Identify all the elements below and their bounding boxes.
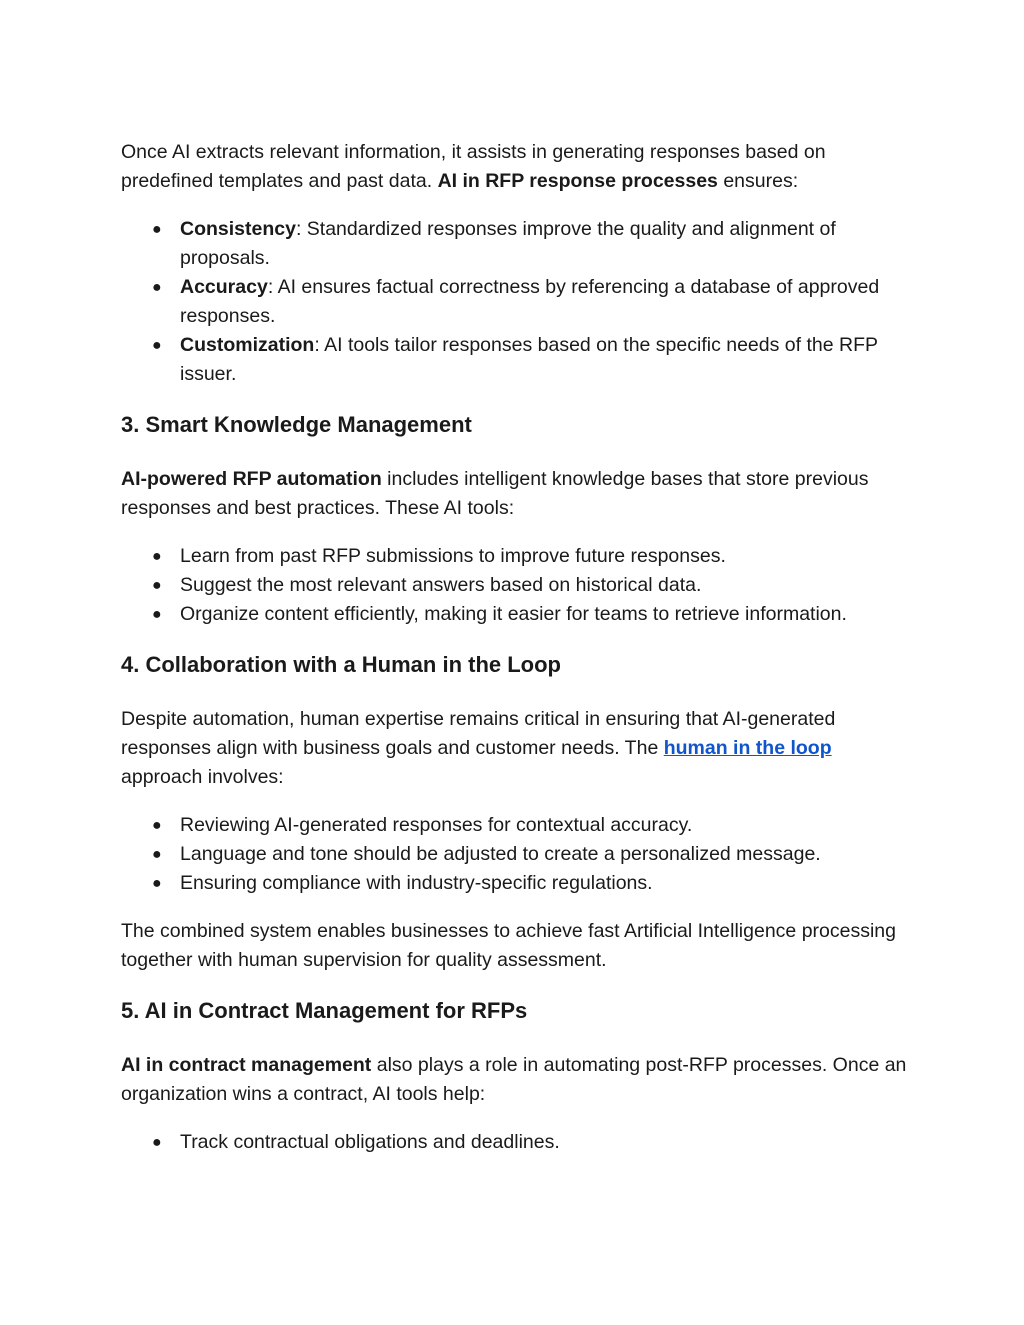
section-3-list [121,542,911,629]
section-3-paragraph: AI-powered RFP automation includes intelligent knowledge bases that store previous responses and best practices. These AI tools: [121,468,869,519]
list-item: ● Reviewing AI-generated responses for contextual accuracy. [121,811,911,840]
list-item: ● Customization: AI tools tailor responses based on the specific needs of the RFP issuer. [121,331,911,389]
list-item: ● Suggest the most relevant answers based on historical data. [121,571,911,600]
human-in-the-loop-link[interactable]: human in the loop [663,737,832,759]
benefits-list [121,215,911,389]
section-5-paragraph: AI in contract management also plays a role in automating post-RFP processes. Once an organization wins a contract, AI tools help: [121,1054,907,1105]
section-4-closing-paragraph: The combined system enables businesses to achieve fast Artificial Intelligence processing together with human supervision for quality assessment. [121,920,896,971]
section-4-list [121,811,911,898]
list-item: ● Learn from past RFP submissions to improve future responses. [121,542,911,571]
document-content [121,138,911,1157]
list-item: ● Ensuring compliance with industry-specific regulations. [121,869,911,898]
section-4-paragraph: Despite automation, human expertise remains critical in ensuring that AI-generated responses align with business goals and customer needs. The human in the loop approach involves: [121,708,836,788]
list-item: ● Track contractual obligations and deadlines. [121,1128,911,1157]
list-item: ● Organize content efficiently, making it easier for teams to retrieve information. [121,600,911,629]
intro-bold-term: AI in RFP response processes [437,170,718,192]
section-4-heading: 4. Collaboration with a Human in the Loop [121,652,561,677]
section-5-heading: 5. AI in Contract Management for RFPs [121,998,528,1023]
intro-paragraph: Once AI extracts relevant information, it assists in generating responses based on predefined templates and past data. AI in RFP response processes ensures: [121,141,826,192]
section-3-heading: 3. Smart Knowledge Management [121,412,472,437]
section-5-list [121,1128,911,1157]
list-item: ● Language and tone should be adjusted to create a personalized message. [121,840,911,869]
list-item: ● Consistency: Standardized responses improve the quality and alignment of proposals. [121,215,911,273]
list-item: ● Accuracy: AI ensures factual correctness by referencing a database of approved responses. [121,273,911,331]
